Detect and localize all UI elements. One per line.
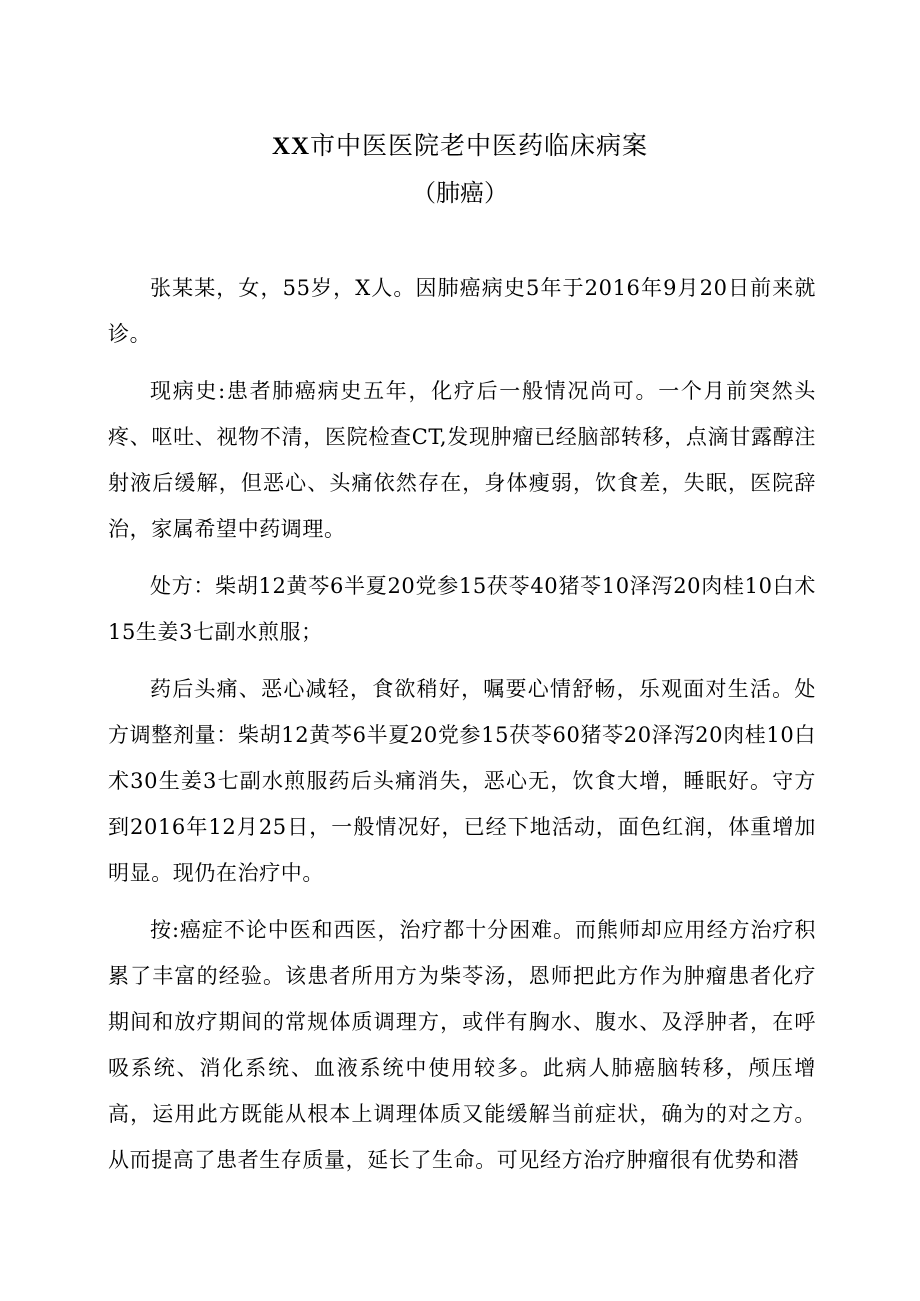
history-paragraph: 现病史:患者肺癌病史五年，化疗后一般情况尚可。一个月前突然头疼、呕吐、视物不清，医院检查CT,发现肿瘤已经脑部转移，点滴甘露醇注射液后缓解，但恶心、头痛依然存在，身体瘦弱，饮食差，失眠，医院辞治，家属希望中药调理。 xyxy=(108,379,816,541)
page-title xyxy=(0,128,920,165)
title-text: 市中医医院老中医药临床病案 xyxy=(310,131,649,160)
title-prefix: XX xyxy=(271,133,311,160)
page-subtitle: （肺癌） xyxy=(412,179,508,207)
follow-up-paragraph: 药后头痛、恶心减轻，食欲稍好，嘱要心情舒畅，乐观面对生活。处方调整剂量：柴胡12黄芩6半夏20党参15茯苓60猪苓20泽泻20肉桂10白术30生姜3七副水煎服药后头痛消失，恶心无，饮食大增，睡眠好。守方到2016年12月25日，一般情况好，已经下地活动，面色红润，体重增加明显。现仍在治疗中。 xyxy=(108,677,816,885)
prescription-paragraph: 处方：柴胡12黄芩6半夏20党参15茯苓40猪苓10泽泻20肉桂10白术15生姜3七副水煎服； xyxy=(108,574,816,644)
commentary-paragraph: 按:癌症不论中医和西医，治疗都十分困难。而熊师却应用经方治疗积累了丰富的经验。该患者所用方为柴苓汤，恩师把此方作为肿瘤患者化疗期间和放疗期间的常规体质调理方，或伴有胸水、腹水、及浮肿者，在呼吸系统、消化系统、血液系统中使用较多。此病人肺癌脑转移，颅压增高，运用此方既能从根本上调理体质又能缓解当前症状，确为的对之方。从而提高了患者生存质量，延长了生命。可见经方治疗肿瘤很有优势和潜 xyxy=(108,918,816,1172)
patient-info-paragraph: 张某某，女，55岁，X人。因肺癌病史5年于2016年9月20日前来就诊。 xyxy=(108,276,816,346)
document-body xyxy=(108,265,816,1194)
